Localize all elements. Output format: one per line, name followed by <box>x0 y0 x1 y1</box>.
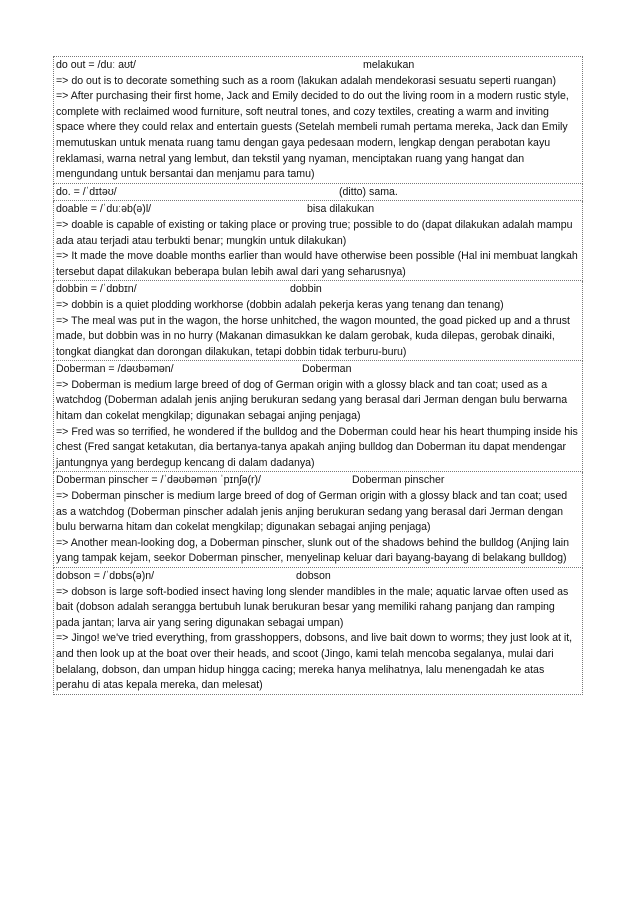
entry-definition: => Doberman is medium large breed of dog of German origin with a glossy black and tan coat; used as a watchdog (Doberman adalah jenis anjing berukuran sedang yang berasal dari Jerman dengan bulu berwarna hitam dan cokelat mengkilap; digunakan sebagai anjing penjaga) <box>56 378 568 423</box>
entry-term: do out = /duː aʊt/ <box>56 59 136 71</box>
entry-translation: Doberman <box>302 363 352 376</box>
entry-definition: => dobbin is a quiet plodding workhorse (dobbin adalah pekerja keras yang tenang dan tenang) <box>56 298 504 311</box>
entry-definition: => Doberman pinscher is medium large breed of dog of German origin with a glossy black and tan coat; used as a watchdog (Doberman pinscher adalah jenis anjing berukuran sedang yang berasal dari Jerman dengan bulu berwarna hitam dan cokelat mengkilap; digunakan sebagai anjing penjaga) <box>56 490 568 534</box>
dictionary-entry <box>53 56 583 184</box>
entry-term: do. = /ˈdɪtəʊ/ <box>56 185 117 198</box>
entry-definition: => do out is to decorate something such as a room (lakukan adalah mendekorasi sesuatu seperti ruangan) <box>56 74 556 87</box>
entry-headword-row <box>56 473 580 489</box>
dictionary-entry <box>53 472 583 568</box>
entry-headword-row <box>56 185 580 201</box>
entry-definition: => doable is capable of existing or taking place or proving true; possible to do (dapat dilakukan adalah mampu ada atau terjadi atau terbukti benar; mungkin untuk dilakukan) <box>56 218 573 247</box>
entry-term: doable = /ˈduːəb(ə)l/ <box>56 203 152 216</box>
entry-translation: (ditto) sama. <box>339 185 398 198</box>
entry-example: => After purchasing their first home, Jack and Emily decided to do out the living room in a modern rustic style, complete with reclaimed wood furniture, soft neutral tones, and cozy textiles, creating a warm and inviting space where they could relax and entertain guests (Setelah membeli rumah pertama mereka, Jack dan Emily memutuskan untuk menata ruang tamu dengan gaya pedesaan modern, lengkap dengan perabotan kayu reklamasi, warna netral yang lembut, dan tekstil yang nyaman, menciptakan ruang yang hangat dan mengundang untuk bersantai dan menjamu para tamu) <box>56 90 569 181</box>
entry-headword-row <box>56 282 580 298</box>
entry-example: => It made the move doable months earlier than would have otherwise been possible (Hal ini membuat langkah tersebut dapat dilakukan beberapa bulan lebih awal dari yang seharusnya) <box>56 250 578 278</box>
document-page <box>53 56 583 695</box>
entry-headword-row <box>56 569 580 585</box>
entry-headword-row <box>56 362 580 378</box>
entry-definition: => dobson is large soft-bodied insect having long slender mandibles in the male; aquatic larvae often used as bait (dobson adalah serangga bertubuh lunak berukuran besar yang memiliki rahang panjang dan ramping pada jantan; larva air yang sering digunakan sebagai umpan) <box>56 585 569 629</box>
dictionary-entry <box>53 184 583 202</box>
entry-headword-row <box>56 58 580 74</box>
entry-example: => Another mean-looking dog, a Doberman pinscher, slunk out of the shadows behind the bulldog (Anjing lain yang tampak kejam, seekor Doberman pinscher, menyelinap keluar dari bayang-bayang di belakang bulldog) <box>56 536 569 565</box>
entry-term: Doberman = /dəʊbəmən/ <box>56 363 174 376</box>
entry-example: => Jingo! we've tried everything, from grasshoppers, dobsons, and live bait down to worms; they just look at it, and then look up at the boat over their heads, and scoot (Jingo, kami telah mencoba segalanya, mulai dari belalang, dobson, dan umpan hidup hingga cacing; mereka hanya melihatnya, lalu menengadah ke atas perahu di atas kepala mereka, dan melesat) <box>56 632 573 692</box>
entry-term: dobbin = /ˈdɒbɪn/ <box>56 283 137 296</box>
entry-example: => Fred was so terrified, he wondered if the bulldog and the Doberman could hear his heart thumping inside his chest (Fred sangat ketakutan, dia bertanya-tanya apakah anjing bulldog dan Doberman itu dapat mendengar jantungnya yang berdegup kencang di dalam dadanya) <box>56 425 578 469</box>
dictionary-entry <box>53 361 583 472</box>
entry-term: Doberman pinscher = /ˈdəʊbəmən ˈpɪnʃə(r)/ <box>56 474 261 487</box>
entry-headword-row <box>56 202 580 218</box>
dictionary-entries <box>53 56 583 695</box>
dictionary-entry <box>53 201 583 281</box>
entry-translation: melakukan <box>363 59 415 71</box>
entry-translation: bisa dilakukan <box>307 203 375 216</box>
entry-term: dobson = /ˈdɒbs(ə)n/ <box>56 570 155 582</box>
entry-translation: dobbin <box>290 283 322 296</box>
dictionary-entry <box>53 568 583 695</box>
dictionary-entry <box>53 281 583 361</box>
entry-translation: Doberman pinscher <box>352 474 445 487</box>
entry-translation: dobson <box>296 570 331 582</box>
entry-example: => The meal was put in the wagon, the horse unhitched, the wagon mounted, the goad picked up and a thrust made, but dobbin was in no hurry (Makanan dimasukkan ke dalam gerobak, kuda dilepas, gerobak dinaiki, tongkat diangkat dan dorongan dilakukan, tetapi dobbin tidak terburu-buru) <box>56 314 570 358</box>
